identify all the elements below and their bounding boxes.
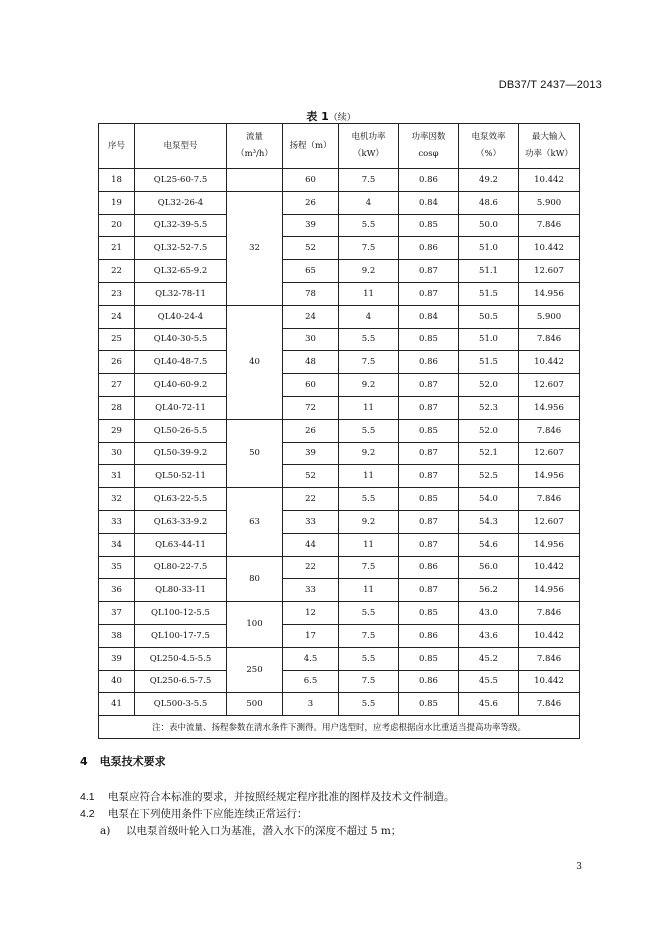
table-row <box>99 374 580 397</box>
cell-eff: 43.0 <box>459 602 519 625</box>
table-row <box>99 419 580 442</box>
cell-pf: 0.85 <box>399 214 459 237</box>
cell-power: 4 <box>339 191 399 214</box>
cell-no: 30 <box>99 442 135 465</box>
header-head: 扬程（m） <box>283 124 339 169</box>
cell-pf: 0.84 <box>399 305 459 328</box>
cell-model: QL50-26-5.5 <box>135 419 227 442</box>
cell-head: 6.5 <box>283 670 339 693</box>
cell-eff: 54.0 <box>459 488 519 511</box>
cell-no: 22 <box>99 260 135 283</box>
cell-maxin: 7.846 <box>519 419 580 442</box>
cell-power: 11 <box>339 579 399 602</box>
table-header-row <box>99 124 580 169</box>
cell-maxin: 12.607 <box>519 510 580 533</box>
cell-no: 19 <box>99 191 135 214</box>
header-power <box>339 124 399 169</box>
table-row <box>99 305 580 328</box>
clause-text: 电泵应符合本标准的要求，并按照经规定程序批准的图样及技术文件制造。 <box>108 791 455 803</box>
cell-maxin: 5.900 <box>519 305 580 328</box>
table-row <box>99 442 580 465</box>
header-no: 序号 <box>99 124 135 169</box>
clause-number: 4.1 <box>80 791 95 803</box>
cell-eff: 45.6 <box>459 693 519 716</box>
cell-eff: 52.0 <box>459 374 519 397</box>
cell-pf: 0.86 <box>399 556 459 579</box>
table-row <box>99 396 580 419</box>
table-row <box>99 556 580 579</box>
cell-pf: 0.85 <box>399 647 459 670</box>
table-row <box>99 624 580 647</box>
cell-eff: 45.2 <box>459 647 519 670</box>
header-pf <box>399 124 459 169</box>
cell-power: 7.5 <box>339 351 399 374</box>
cell-model: QL80-33-11 <box>135 579 227 602</box>
table-row <box>99 351 580 374</box>
cell-model: QL50-39-9.2 <box>135 442 227 465</box>
cell-model: QL100-12-5.5 <box>135 602 227 625</box>
cell-no: 35 <box>99 556 135 579</box>
cell-head: 12 <box>283 602 339 625</box>
cell-power: 9.2 <box>339 442 399 465</box>
cell-no: 29 <box>99 419 135 442</box>
cell-pf: 0.87 <box>399 260 459 283</box>
cell-model: QL63-22-5.5 <box>135 488 227 511</box>
cell-power: 7.5 <box>339 556 399 579</box>
cell-model: QL40-72-11 <box>135 396 227 419</box>
header-maxin <box>519 124 580 169</box>
cell-pf: 0.87 <box>399 282 459 305</box>
cell-power: 5.5 <box>339 647 399 670</box>
cell-eff: 56.0 <box>459 556 519 579</box>
cell-eff: 49.2 <box>459 169 519 192</box>
cell-maxin: 14.956 <box>519 579 580 602</box>
cell-power: 11 <box>339 396 399 419</box>
cell-maxin: 14.956 <box>519 282 580 305</box>
cell-model: QL63-44-11 <box>135 533 227 556</box>
cell-power: 7.5 <box>339 624 399 647</box>
table-row <box>99 328 580 351</box>
cell-no: 31 <box>99 465 135 488</box>
cell-pf: 0.85 <box>399 602 459 625</box>
header-power-label: 电机功率 <box>351 132 386 142</box>
cell-power: 5.5 <box>339 419 399 442</box>
cell-maxin: 7.846 <box>519 488 580 511</box>
cell-maxin: 10.442 <box>519 624 580 647</box>
cell-flow: 80 <box>227 556 283 602</box>
cell-head: 26 <box>283 419 339 442</box>
table-row <box>99 602 580 625</box>
cell-no: 40 <box>99 670 135 693</box>
cell-no: 26 <box>99 351 135 374</box>
table-row <box>99 465 580 488</box>
cell-no: 38 <box>99 624 135 647</box>
cell-no: 21 <box>99 237 135 260</box>
cell-maxin: 5.900 <box>519 191 580 214</box>
cell-flow: 500 <box>227 693 283 716</box>
cell-eff: 50.0 <box>459 214 519 237</box>
cell-eff: 54.3 <box>459 510 519 533</box>
cell-maxin: 14.956 <box>519 465 580 488</box>
table-caption <box>0 108 662 124</box>
cell-power: 11 <box>339 533 399 556</box>
cell-power: 4 <box>339 305 399 328</box>
header-maxin-label: 最大输入 <box>531 132 566 142</box>
cell-power: 5.5 <box>339 693 399 716</box>
item-marker: a) <box>100 825 111 837</box>
cell-pf: 0.85 <box>399 488 459 511</box>
cell-head: 30 <box>283 328 339 351</box>
header-model: 电泵型号 <box>135 124 227 169</box>
cell-pf: 0.87 <box>399 374 459 397</box>
table-note-row <box>99 716 580 739</box>
cell-head: 72 <box>283 396 339 419</box>
cell-no: 20 <box>99 214 135 237</box>
clause-text: 电泵在下列使用条件下应能连续正常运行： <box>108 808 308 820</box>
header-eff-unit: （%） <box>475 149 502 159</box>
cell-pf: 0.87 <box>399 510 459 533</box>
cell-head: 48 <box>283 351 339 374</box>
section-title: 电泵技术要求 <box>99 755 166 768</box>
cell-flow: 63 <box>227 488 283 556</box>
cell-eff: 52.0 <box>459 419 519 442</box>
header-flow <box>227 124 283 169</box>
cell-head: 39 <box>283 214 339 237</box>
table-caption-title: 表 1 <box>306 110 329 123</box>
table-caption-continued: （续） <box>328 113 356 123</box>
cell-pf: 0.84 <box>399 191 459 214</box>
cell-head: 17 <box>283 624 339 647</box>
cell-head: 26 <box>283 191 339 214</box>
header-eff <box>459 124 519 169</box>
cell-pf: 0.87 <box>399 442 459 465</box>
cell-model: QL40-48-7.5 <box>135 351 227 374</box>
header-pf-label: 功率因数 <box>411 132 446 142</box>
cell-head: 60 <box>283 169 339 192</box>
table-row <box>99 237 580 260</box>
cell-pf: 0.86 <box>399 169 459 192</box>
cell-maxin: 10.442 <box>519 670 580 693</box>
cell-no: 41 <box>99 693 135 716</box>
cell-model: QL32-39-5.5 <box>135 214 227 237</box>
table-row <box>99 169 580 192</box>
clause-4-2 <box>80 806 308 821</box>
cell-model: QL500-3-5.5 <box>135 693 227 716</box>
cell-model: QL250-4.5-5.5 <box>135 647 227 670</box>
cell-maxin: 14.956 <box>519 396 580 419</box>
cell-model: QL40-24-4 <box>135 305 227 328</box>
table-row <box>99 191 580 214</box>
cell-power: 9.2 <box>339 510 399 533</box>
cell-maxin: 12.607 <box>519 260 580 283</box>
cell-maxin: 14.956 <box>519 533 580 556</box>
cell-model: QL25-60-7.5 <box>135 169 227 192</box>
pump-spec-table <box>98 123 580 739</box>
cell-head: 22 <box>283 488 339 511</box>
cell-eff: 52.1 <box>459 442 519 465</box>
cell-maxin: 12.607 <box>519 374 580 397</box>
cell-no: 34 <box>99 533 135 556</box>
table-row <box>99 260 580 283</box>
cell-eff: 43.6 <box>459 624 519 647</box>
header-pf-unit: cosφ <box>418 149 439 159</box>
cell-flow: 32 <box>227 191 283 305</box>
page-number: 3 <box>576 862 582 872</box>
clause-4-1 <box>80 789 455 804</box>
cell-power: 7.5 <box>339 169 399 192</box>
cell-maxin: 7.846 <box>519 693 580 716</box>
cell-no: 18 <box>99 169 135 192</box>
cell-no: 23 <box>99 282 135 305</box>
cell-maxin: 7.846 <box>519 647 580 670</box>
cell-no: 32 <box>99 488 135 511</box>
cell-no: 28 <box>99 396 135 419</box>
header-eff-label: 电泵效率 <box>471 132 506 142</box>
cell-power: 9.2 <box>339 374 399 397</box>
section-number: 4 <box>80 755 88 768</box>
cell-model: QL250-6.5-7.5 <box>135 670 227 693</box>
cell-eff: 45.5 <box>459 670 519 693</box>
cell-eff: 51.5 <box>459 351 519 374</box>
cell-no: 33 <box>99 510 135 533</box>
cell-flow: 100 <box>227 602 283 648</box>
cell-power: 5.5 <box>339 328 399 351</box>
table-row <box>99 282 580 305</box>
cell-no: 24 <box>99 305 135 328</box>
cell-flow: 250 <box>227 647 283 693</box>
cell-pf: 0.86 <box>399 237 459 260</box>
cell-no: 36 <box>99 579 135 602</box>
cell-power: 11 <box>339 465 399 488</box>
table-row <box>99 693 580 716</box>
cell-flow: 50 <box>227 419 283 487</box>
table-row <box>99 510 580 533</box>
cell-head: 33 <box>283 510 339 533</box>
cell-head: 33 <box>283 579 339 602</box>
cell-eff: 51.0 <box>459 328 519 351</box>
cell-head: 39 <box>283 442 339 465</box>
cell-maxin: 12.607 <box>519 442 580 465</box>
cell-no: 27 <box>99 374 135 397</box>
cell-maxin: 7.846 <box>519 214 580 237</box>
cell-no: 25 <box>99 328 135 351</box>
cell-power: 9.2 <box>339 260 399 283</box>
standard-code: DB37/T 2437—2013 <box>498 79 602 91</box>
cell-eff: 51.0 <box>459 237 519 260</box>
cell-pf: 0.86 <box>399 670 459 693</box>
cell-no: 39 <box>99 647 135 670</box>
cell-model: QL32-26-4 <box>135 191 227 214</box>
cell-pf: 0.87 <box>399 396 459 419</box>
cell-eff: 48.6 <box>459 191 519 214</box>
cell-pf: 0.85 <box>399 419 459 442</box>
cell-pf: 0.87 <box>399 579 459 602</box>
cell-head: 22 <box>283 556 339 579</box>
cell-no: 37 <box>99 602 135 625</box>
header-flow-unit: （m³/h） <box>236 149 273 159</box>
cell-maxin: 7.846 <box>519 602 580 625</box>
cell-model: QL32-65-9.2 <box>135 260 227 283</box>
clause-item-a <box>100 823 401 838</box>
clause-number: 4.2 <box>80 808 95 820</box>
cell-model: QL32-52-7.5 <box>135 237 227 260</box>
cell-model: QL32-78-11 <box>135 282 227 305</box>
header-flow-label: 流量 <box>245 132 263 142</box>
cell-maxin: 10.442 <box>519 556 580 579</box>
cell-eff: 51.5 <box>459 282 519 305</box>
cell-pf: 0.85 <box>399 328 459 351</box>
section-heading <box>80 753 166 769</box>
cell-eff: 56.2 <box>459 579 519 602</box>
cell-power: 7.5 <box>339 670 399 693</box>
cell-maxin: 7.846 <box>519 328 580 351</box>
header-power-unit: （kW） <box>353 149 384 159</box>
cell-power: 7.5 <box>339 237 399 260</box>
cell-eff: 50.5 <box>459 305 519 328</box>
cell-pf: 0.87 <box>399 533 459 556</box>
cell-maxin: 10.442 <box>519 237 580 260</box>
table-row <box>99 533 580 556</box>
cell-head: 65 <box>283 260 339 283</box>
cell-eff: 52.3 <box>459 396 519 419</box>
table-row <box>99 647 580 670</box>
cell-flow <box>227 169 283 192</box>
table-row <box>99 214 580 237</box>
cell-head: 24 <box>283 305 339 328</box>
cell-head: 4.5 <box>283 647 339 670</box>
cell-eff: 51.1 <box>459 260 519 283</box>
table-row <box>99 670 580 693</box>
cell-model: QL40-60-9.2 <box>135 374 227 397</box>
cell-power: 5.5 <box>339 602 399 625</box>
cell-maxin: 10.442 <box>519 169 580 192</box>
cell-pf: 0.86 <box>399 624 459 647</box>
cell-pf: 0.85 <box>399 693 459 716</box>
cell-model: QL80-22-7.5 <box>135 556 227 579</box>
cell-head: 52 <box>283 237 339 260</box>
cell-model: QL63-33-9.2 <box>135 510 227 533</box>
cell-head: 52 <box>283 465 339 488</box>
cell-power: 5.5 <box>339 214 399 237</box>
cell-model: QL40-30-5.5 <box>135 328 227 351</box>
cell-eff: 54.6 <box>459 533 519 556</box>
cell-pf: 0.87 <box>399 465 459 488</box>
cell-eff: 52.5 <box>459 465 519 488</box>
cell-power: 5.5 <box>339 488 399 511</box>
cell-head: 78 <box>283 282 339 305</box>
table-row <box>99 579 580 602</box>
cell-flow: 40 <box>227 305 283 419</box>
cell-maxin: 10.442 <box>519 351 580 374</box>
cell-model: QL100-17-7.5 <box>135 624 227 647</box>
cell-head: 60 <box>283 374 339 397</box>
header-maxin-unit: 功率（kW） <box>525 149 573 159</box>
table-note: 注：表中流量、扬程参数在清水条件下测得。用户选型时，应考虑根据卤水比重适当提高功率等级。 <box>99 716 580 739</box>
cell-power: 11 <box>339 282 399 305</box>
cell-model: QL50-52-11 <box>135 465 227 488</box>
item-text: 以电泵首级叶轮入口为基准，潜入水下的深度不超过 5 m； <box>126 825 402 837</box>
cell-head: 44 <box>283 533 339 556</box>
table-row <box>99 488 580 511</box>
cell-pf: 0.86 <box>399 351 459 374</box>
cell-head: 3 <box>283 693 339 716</box>
